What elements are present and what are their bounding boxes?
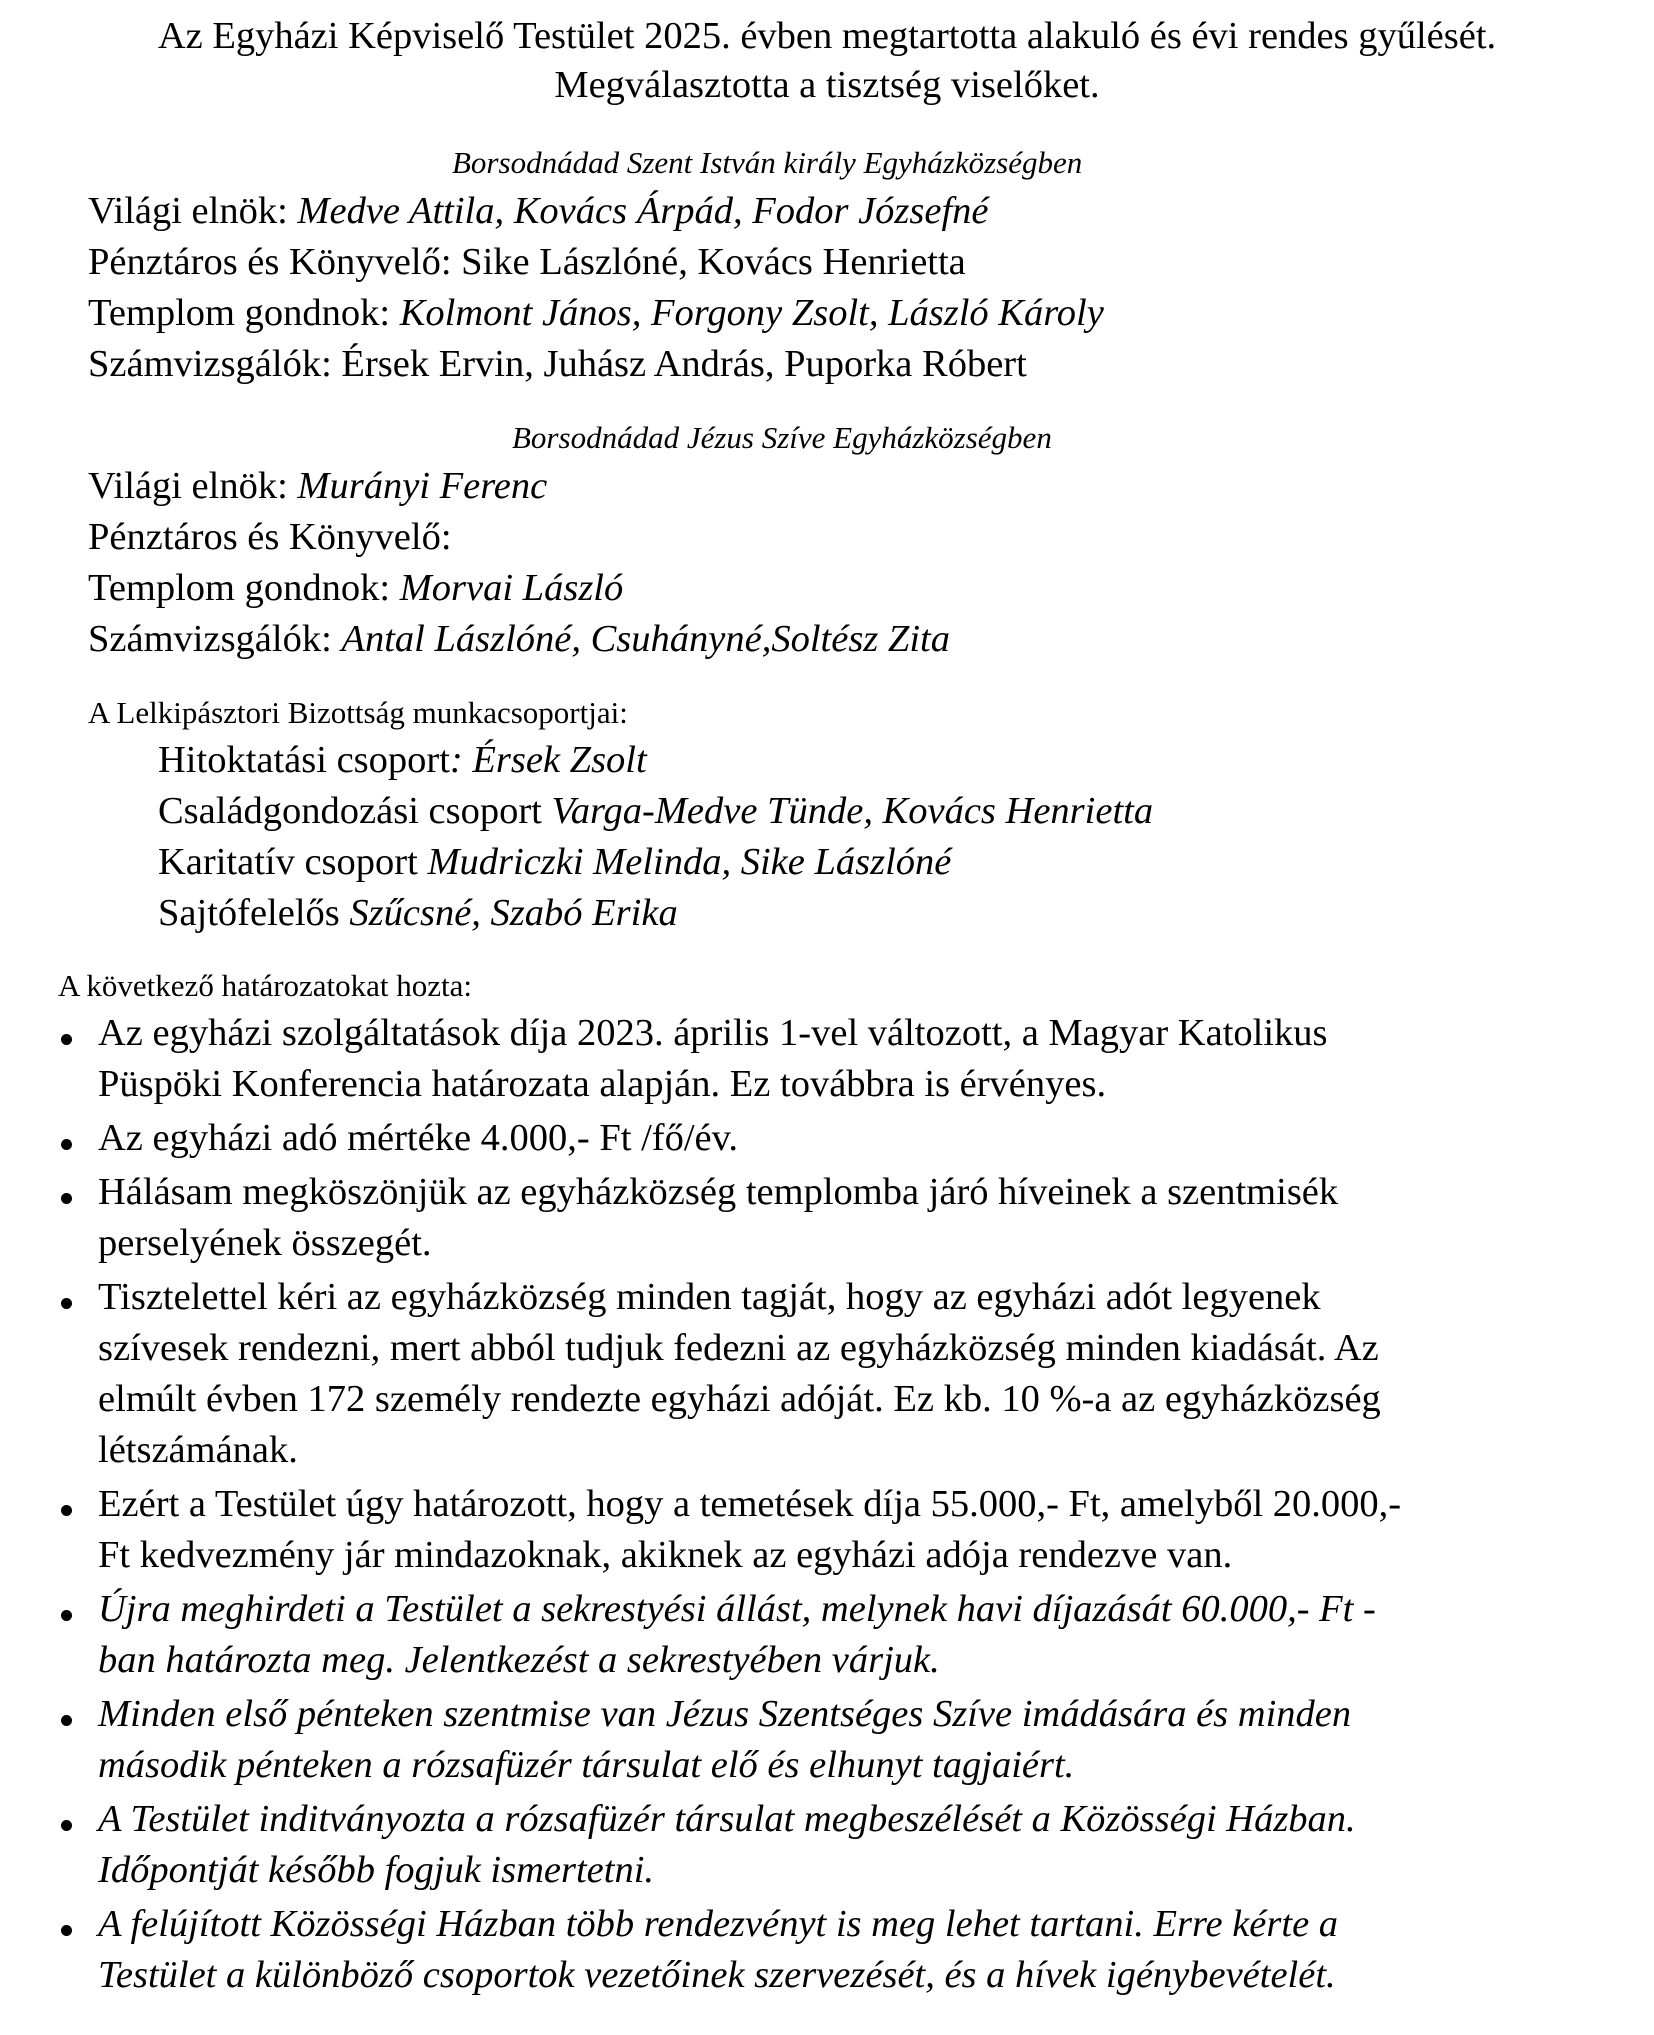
decision-1-line-0: Az egyházi adó mértéke 4.000,- Ft /fő/év. [98, 1117, 739, 1159]
row-value: Érsek Ervin, Juhász András, Puporka Róbert [341, 343, 1027, 385]
decision-0-line-1: Püspöki Konferencia határozata alapján. Ez továbbra is érvényes. [98, 1063, 1107, 1105]
group-value: : Érsek Zsolt [449, 739, 647, 781]
bullet-icon [61, 1298, 72, 1309]
decision-7-line-0: A Testület inditványozta a rózsafüzér társulat megbeszélését a Közösségi Házban. [98, 1798, 1356, 1840]
committee-group-family [158, 789, 1153, 833]
decision-2-line-1: perselyének összegét. [98, 1222, 432, 1264]
row-label: Pénztáros és Könyvelő: [88, 241, 462, 283]
bullet-icon [61, 1193, 72, 1204]
parish1-row-auditors [88, 342, 1027, 386]
decision-6-line-0: Minden első pénteken szentmise van Jézus Szentséges Szíve imádására és minden [98, 1693, 1352, 1735]
bullet-icon [61, 1715, 72, 1726]
committee-group-charity [158, 840, 951, 884]
parish1-title: Borsodnádad Szent István király Egyházközségben [452, 145, 1083, 180]
decision-3-line-0: Tisztelettel kéri az egyházközség minden tagját, hogy az egyházi adót legyenek [98, 1276, 1321, 1318]
decision-0-line-0: Az egyházi szolgáltatások díja 2023. április 1-vel változott, a Magyar Katolikus [98, 1012, 1328, 1054]
row-label: Világi elnök: [88, 190, 298, 232]
row-label: Számvizsgálók: [88, 618, 342, 660]
group-label: Sajtófelelős [158, 892, 350, 934]
bullet-icon [61, 1139, 72, 1150]
bullet-icon [61, 1820, 72, 1831]
parish2-row-caretaker [88, 566, 623, 610]
decision-8-line-1: Testület a különböző csoportok vezetőinek szervezését, és a hívek igénybevételét. [98, 1954, 1336, 1996]
row-label: Számvizsgálók: [88, 343, 342, 385]
committee-group-press [158, 891, 678, 935]
decision-2-line-0: Hálásam megköszönjük az egyházközség templomba járó híveinek a szentmisék [98, 1171, 1339, 1213]
parish2-row-auditors [88, 617, 950, 661]
group-value: Szűcsné, Szabó Erika [349, 892, 678, 934]
row-value: Murányi Ferenc [297, 465, 548, 507]
row-value: Antal Lászlóné, Csuhányné,Soltész Zita [341, 618, 950, 660]
row-value: Morvai László [399, 567, 624, 609]
decision-8-line-0: A felújított Közösségi Házban több rendezvényt is meg lehet tartani. Erre kérte a [98, 1903, 1339, 1945]
row-value: Kolmont János, Forgony Zsolt, László Károly [399, 292, 1104, 334]
group-value: Mudriczki Melinda, Sike Lászlóné [427, 841, 952, 883]
group-label: Hitoktatási csoport [158, 739, 450, 781]
decision-5-line-1: ban határozta meg. Jelentkezést a sekrestyében várjuk. [98, 1639, 940, 1681]
bullet-icon [61, 1505, 72, 1516]
row-label: Templom gondnok: [88, 567, 400, 609]
row-value: Sike Lászlóné, Kovács Henrietta [461, 241, 966, 283]
decisions-intro: A következő határozatokat hozta: [58, 968, 473, 1003]
committee-title: A Lelkipásztori Bizottság munkacsoportjai: [88, 695, 628, 730]
row-value: Medve Attila, Kovács Árpád, Fodor Józsefné [297, 190, 989, 232]
decision-6-line-1: második pénteken a rózsafüzér társulat elő és elhunyt tagjaiért. [98, 1744, 1075, 1786]
heading-line-2: Megválasztotta a tisztség viselőket. [554, 64, 1100, 106]
bullet-icon [61, 1610, 72, 1621]
group-label: Családgondozási csoport [158, 790, 552, 832]
bullet-icon [61, 1925, 72, 1936]
parish2-row-treasurer [88, 515, 452, 559]
decision-5-line-0: Újra meghirdeti a Testület a sekrestyési állást, melynek havi díjazását 60.000,- Ft - [98, 1588, 1376, 1630]
row-label: Templom gondnok: [88, 292, 400, 334]
row-label: Pénztáros és Könyvelő: [88, 516, 452, 558]
parish2-row-president [88, 464, 547, 508]
parish1-row-caretaker [88, 291, 1104, 335]
decision-4-line-1: Ft kedvezmény jár mindazoknak, akiknek az egyházi adója rendezve van. [98, 1534, 1233, 1576]
row-label: Világi elnök: [88, 465, 298, 507]
bullet-icon [61, 1034, 72, 1045]
heading-line-1: Az Egyházi Képviselő Testület 2025. évben megtartotta alakuló és évi rendes gyűlését. [157, 15, 1497, 57]
group-label: Karitatív csoport [158, 841, 428, 883]
decision-3-line-1: szívesek rendezni, mert abból tudjuk fedezni az egyházközség minden kiadását. Az [98, 1327, 1379, 1369]
group-value: Varga-Medve Tünde, Kovács Henrietta [551, 790, 1154, 832]
decision-3-line-2: elmúlt évben 172 személy rendezte egyházi adóját. Ez kb. 10 %-a az egyházközség [98, 1378, 1381, 1420]
committee-group-catechesis [158, 738, 647, 782]
decision-7-line-1: Időpontját később fogjuk ismertetni. [98, 1849, 655, 1891]
decision-3-line-3: létszámának. [98, 1429, 298, 1471]
decision-4-line-0: Ezért a Testület úgy határozott, hogy a temetések díja 55.000,- Ft, amelyből 20.000,- [98, 1483, 1402, 1525]
parish1-row-president [88, 189, 989, 233]
parish2-title: Borsodnádad Jézus Szíve Egyházközségben [512, 420, 1052, 455]
parish1-row-treasurer [88, 240, 966, 284]
